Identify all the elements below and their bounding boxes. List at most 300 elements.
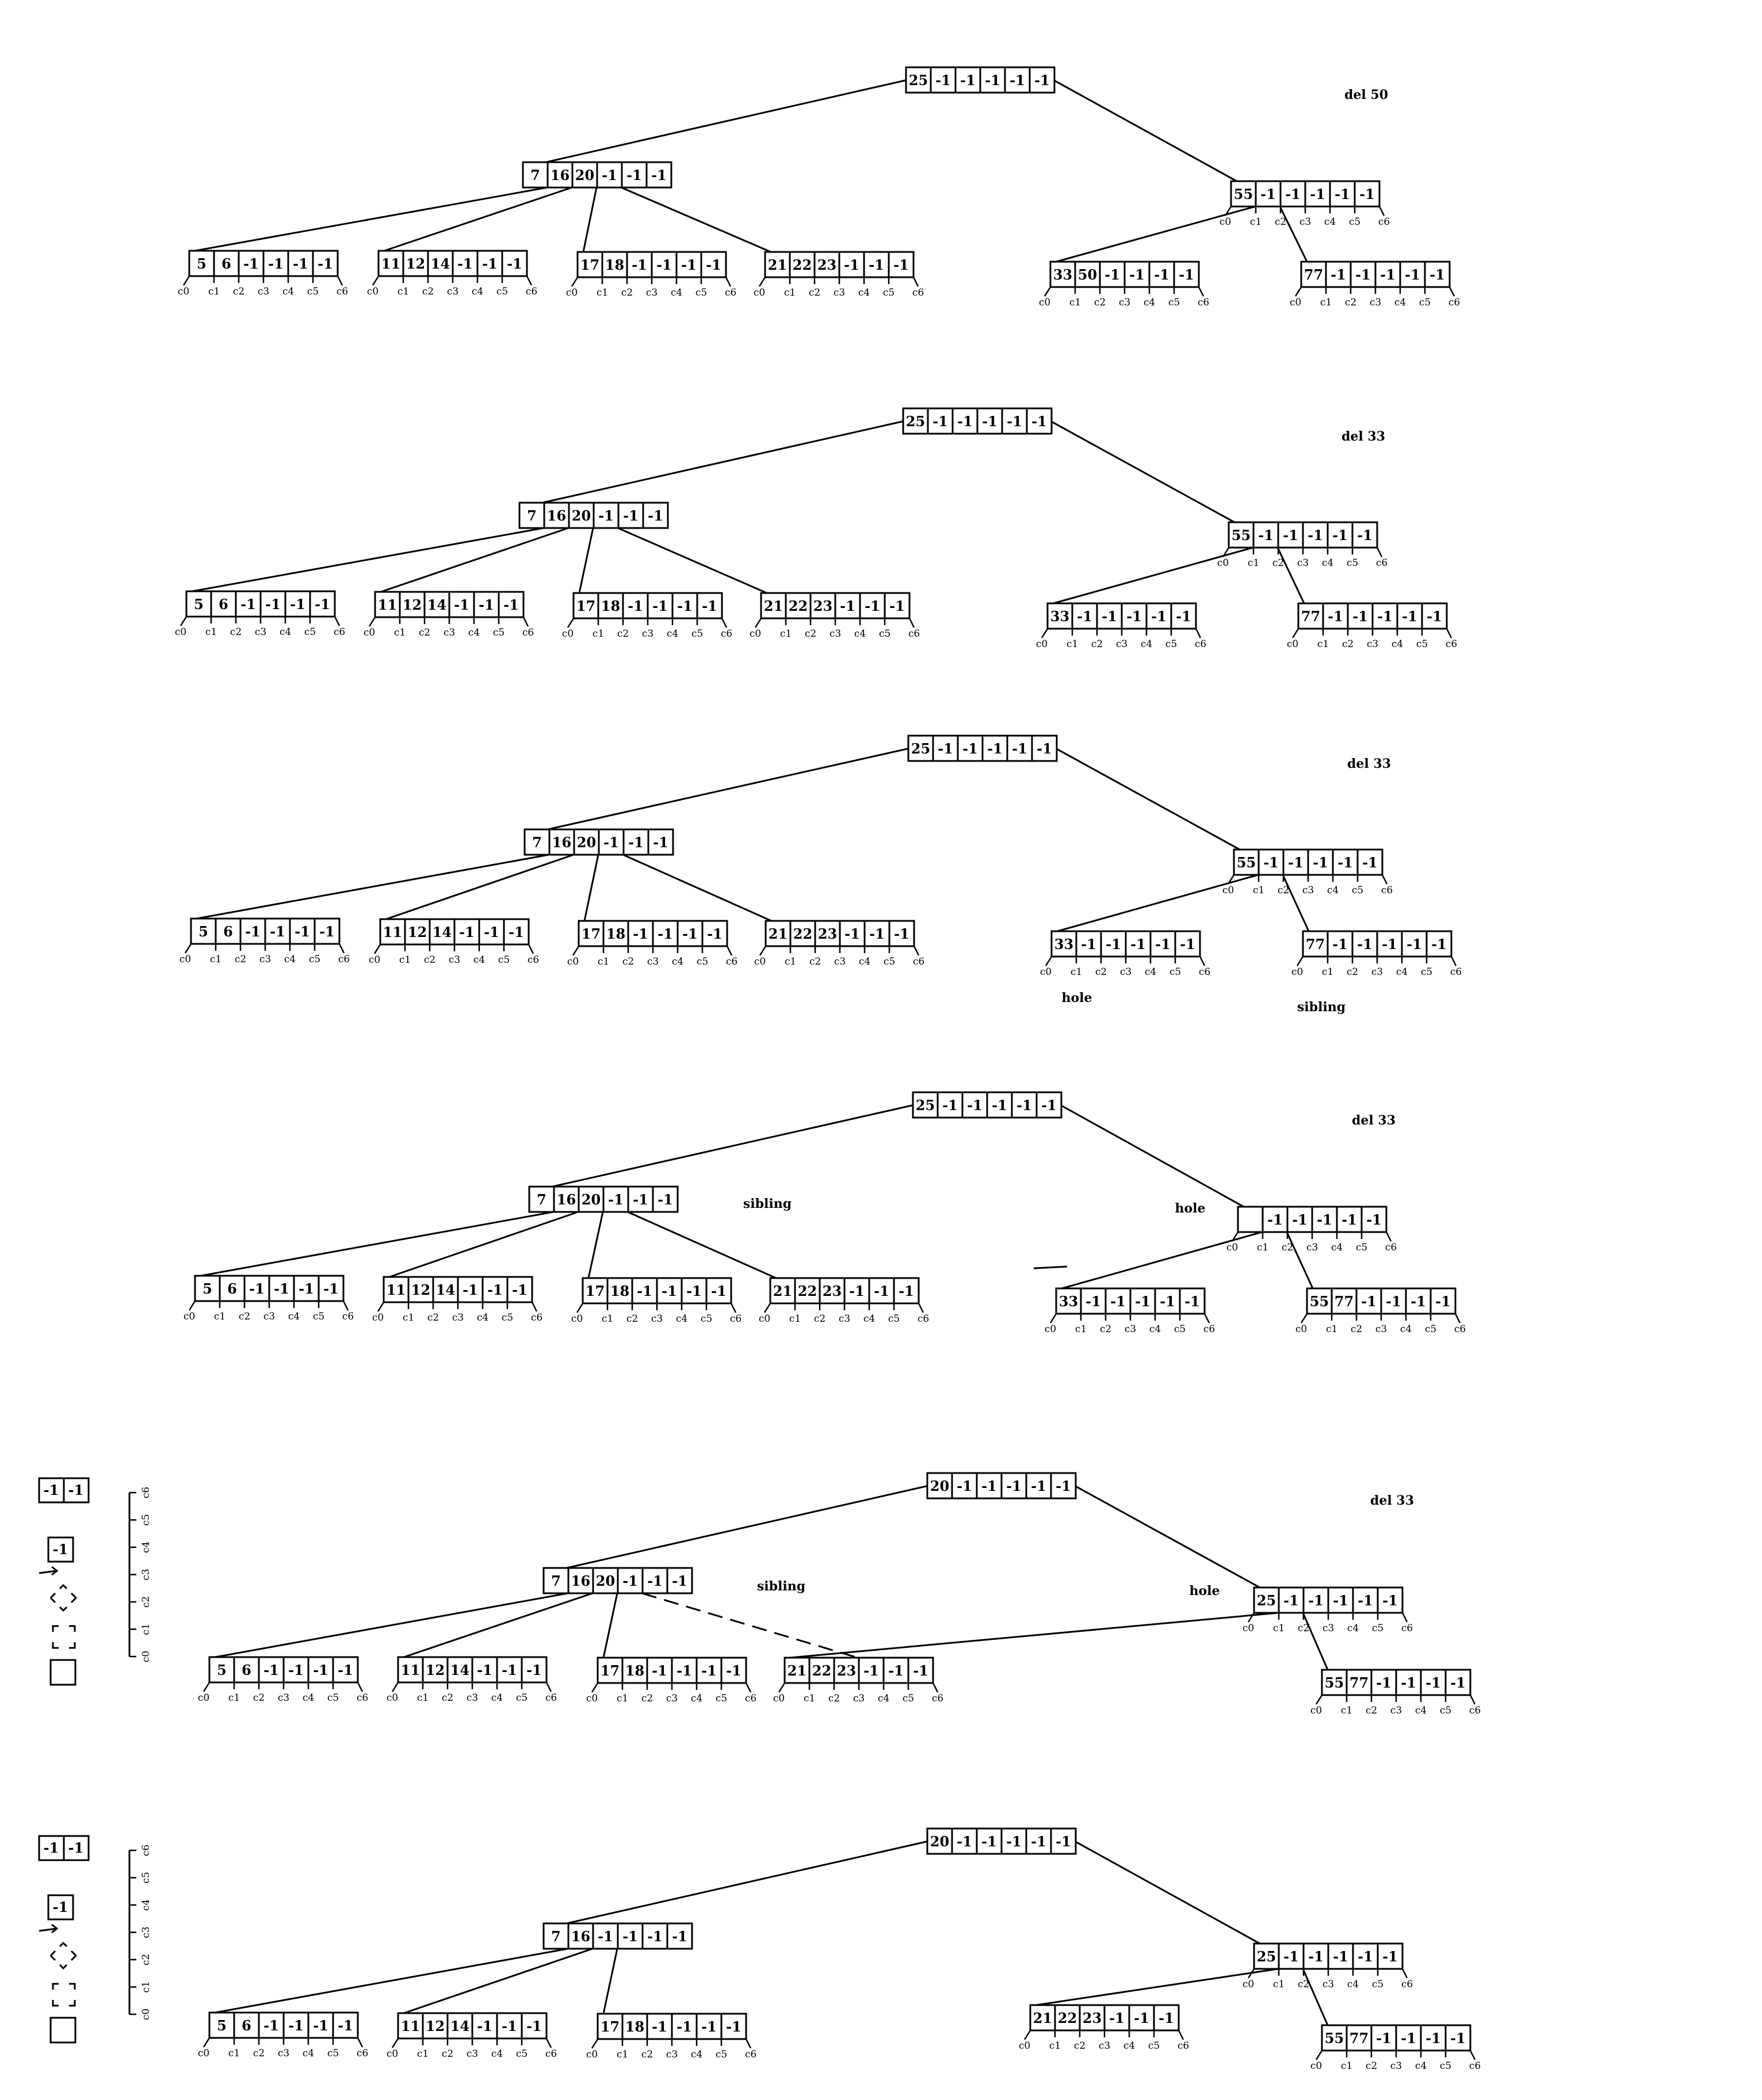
key-value: -1: [1435, 1293, 1451, 1310]
child-label: c4: [1415, 1705, 1427, 1716]
child-pointers: [198, 2038, 368, 2059]
tree-edge: [404, 1949, 593, 2013]
key-value: 16: [546, 507, 567, 524]
node-l4: [759, 1278, 929, 1325]
child-label: c2: [441, 1692, 454, 1704]
child-label: c1: [1340, 1705, 1353, 1716]
child-pointers: [1045, 1314, 1215, 1335]
key-value: -1: [1411, 1293, 1426, 1310]
panel-2: [175, 408, 1457, 650]
key-value: -1: [677, 598, 693, 614]
child-label: c4: [1331, 1242, 1343, 1253]
pointer-tick: [914, 946, 919, 955]
key-value: -1: [338, 2017, 353, 2034]
child-label: c5: [882, 287, 895, 299]
child-label: c2: [641, 2049, 653, 2060]
child-label: c6: [744, 1693, 757, 1704]
key-value: -1: [1357, 527, 1373, 544]
pointer-tick: [204, 1682, 209, 1692]
child-label: c0: [183, 1311, 196, 1322]
key-value: 77: [1301, 608, 1321, 625]
child-label: c6: [1203, 1324, 1216, 1335]
child-label: c5: [1420, 966, 1433, 978]
dashed-square-icon: [53, 1984, 75, 2006]
tree-edge: [1278, 548, 1304, 603]
key-value: -1: [893, 257, 909, 273]
child-label: c2: [1274, 216, 1287, 228]
key-value: -1: [628, 834, 644, 851]
child-label: c1: [416, 1692, 429, 1704]
pointer-tick: [1205, 1314, 1209, 1323]
child-label: c6: [1401, 1979, 1413, 1990]
key-value: 11: [386, 1282, 406, 1298]
key-value: 11: [400, 2018, 421, 2034]
key-value: -1: [1180, 936, 1195, 953]
key-value: -1: [1267, 1211, 1283, 1228]
child-label: c1: [789, 1313, 801, 1325]
child-label: c4: [854, 628, 866, 640]
child-label: c2: [1341, 638, 1354, 650]
key-value: -1: [1260, 186, 1276, 202]
key-value: 33: [1050, 608, 1070, 625]
key-value: 14: [430, 255, 450, 272]
key-value: -1: [1006, 1833, 1022, 1850]
key-value: 18: [606, 925, 626, 942]
child-label: c3: [1371, 966, 1383, 978]
child-label: c4: [1396, 966, 1408, 978]
child-label: c5: [1165, 638, 1178, 650]
key-value: -1: [502, 2018, 517, 2034]
key-value: -1: [1333, 1592, 1348, 1609]
strike-mark: [1034, 1267, 1067, 1268]
child-label: c3: [833, 287, 846, 299]
child-label: c6: [1385, 1242, 1397, 1253]
child-label: c6: [525, 286, 538, 297]
key-value: 23: [813, 598, 833, 614]
key-value: 33: [1053, 266, 1073, 283]
child-label: c0: [773, 1693, 785, 1704]
child-label: c2: [622, 956, 635, 967]
node-l1: [184, 1276, 354, 1322]
pointer-tick: [1050, 1314, 1056, 1323]
key-value: -1: [913, 1662, 928, 1679]
key-value: 22: [788, 598, 808, 614]
key-value: -1: [652, 1662, 667, 1679]
key-value: -1: [1382, 1948, 1398, 1965]
key-value: -1: [676, 2018, 692, 2035]
child-label: c5: [696, 956, 709, 967]
key-value: -1: [962, 740, 978, 757]
pointer-tick: [338, 276, 342, 285]
child-label: c0: [177, 286, 190, 297]
key-value: -1: [726, 1662, 742, 1679]
child-pointers: [1310, 1695, 1481, 1716]
tree-edge: [1283, 875, 1309, 931]
child-label: c2: [1365, 1705, 1378, 1716]
pointer-tick: [378, 1302, 384, 1311]
key-value: -1: [1283, 1592, 1299, 1609]
child-pointers: [1290, 287, 1460, 308]
pointer-tick: [572, 277, 578, 286]
tree-edge: [381, 528, 568, 592]
key-value: 17: [581, 925, 601, 942]
pointer-tick: [1402, 1969, 1407, 1978]
child-pointers: [1040, 957, 1210, 978]
key-value: -1: [338, 1662, 353, 1678]
key-value: -1: [503, 596, 519, 613]
child-pointers: [369, 944, 539, 966]
tree-edges: [215, 1841, 1328, 2025]
pointer-tick: [914, 277, 918, 286]
child-label: c1: [1272, 1623, 1285, 1634]
key-value: 55: [1324, 2030, 1344, 2047]
key-value: 18: [625, 2018, 645, 2035]
pointer-tick: [185, 944, 191, 953]
dashed-diamond-icon: [51, 1585, 76, 1611]
child-label: c1: [1075, 1324, 1087, 1335]
key-value: -1: [1034, 72, 1050, 89]
key-value: 12: [402, 596, 422, 613]
key-value: -1: [869, 257, 884, 273]
child-label: c3: [466, 1692, 479, 1704]
child-label: c6: [1194, 638, 1207, 650]
child-label: c6: [931, 1693, 944, 1704]
key-value: -1: [484, 924, 499, 940]
panel-4: [184, 1092, 1466, 1335]
tree-edge: [192, 528, 544, 591]
key-value: -1: [628, 598, 643, 614]
key-value: -1: [1031, 1833, 1046, 1850]
child-label: c0: [571, 1313, 583, 1325]
key-value: -1: [992, 1097, 1007, 1114]
child-label: c3: [666, 2049, 678, 2060]
child-label: c6: [336, 286, 349, 297]
key-value: -1: [1402, 608, 1417, 625]
tree-edge: [603, 1949, 617, 2014]
child-pointers: [750, 618, 920, 640]
key-value: -1: [318, 255, 333, 272]
tree-edges: [192, 421, 1304, 603]
ruler-label: c1: [140, 1623, 152, 1635]
key-value: 18: [601, 598, 621, 614]
child-label: c2: [1095, 966, 1107, 978]
key-value: -1: [608, 1191, 624, 1208]
child-label: c4: [302, 2048, 315, 2059]
child-label: c2: [1091, 638, 1103, 650]
key-value: -1: [1333, 1948, 1348, 1965]
tree-edge: [1053, 80, 1237, 181]
key-value: 25: [1256, 1948, 1276, 1965]
key-value: 23: [1082, 2010, 1102, 2026]
key-value: -1: [288, 2017, 304, 2034]
key-value: -1: [1110, 1293, 1126, 1310]
key-value: -1: [967, 1097, 983, 1114]
child-label: c4: [690, 2049, 703, 2060]
key-value: -1: [626, 167, 642, 183]
node-l4: [1019, 2005, 1189, 2052]
child-label: c2: [234, 954, 247, 965]
tree-edge: [1303, 1969, 1328, 2025]
child-label: c0: [1035, 638, 1048, 650]
child-label: c3: [1297, 557, 1309, 569]
key-value: 20: [595, 1573, 616, 1589]
key-value: -1: [1081, 936, 1096, 953]
key-value: 22: [797, 1283, 817, 1299]
child-label: c0: [586, 2049, 598, 2060]
key-value: -1: [1283, 527, 1298, 544]
child-label: c5: [312, 1311, 325, 1322]
key-value: 21: [1033, 2010, 1053, 2026]
key-value: 23: [817, 925, 838, 942]
tree-edge: [389, 1212, 578, 1277]
child-pointers: [175, 617, 345, 638]
node-l6: [1290, 262, 1460, 308]
pointer-tick: [1316, 2051, 1322, 2060]
child-label: c1: [205, 626, 217, 638]
tree-edge: [618, 528, 767, 593]
operation-label: del 33: [1370, 1493, 1415, 1508]
key-value: 33: [1054, 936, 1074, 953]
child-label: c0: [749, 628, 762, 640]
child-label: c1: [1340, 2060, 1353, 2072]
child-label: c1: [803, 1693, 816, 1704]
node-l3: [566, 252, 736, 299]
node-l3: [586, 2014, 756, 2060]
key-value: 6: [242, 1662, 251, 1678]
sibling-label: sibling: [743, 1196, 792, 1211]
child-label: c5: [1371, 1979, 1384, 1990]
child-label: c5: [498, 954, 510, 966]
child-pointers: [567, 946, 737, 967]
child-label: c6: [522, 627, 534, 638]
tree-edge: [1303, 1613, 1328, 1670]
tree-edge: [215, 1593, 568, 1657]
key-value: -1: [1355, 266, 1371, 283]
key-value: 5: [194, 596, 204, 613]
ruler-label: c3: [140, 1569, 152, 1581]
key-value: -1: [274, 1280, 289, 1297]
child-label: c0: [174, 626, 187, 638]
child-label: c1: [1317, 638, 1329, 650]
child-label: c2: [427, 1312, 439, 1324]
key-value: -1: [981, 1478, 997, 1494]
tree-edge: [552, 1105, 914, 1187]
dashed-square-icon: [53, 1626, 75, 1648]
key-value: -1: [477, 2018, 492, 2034]
key-value: -1: [526, 1662, 542, 1678]
child-label: c5: [307, 286, 319, 297]
key-value: -1: [313, 2017, 328, 2034]
pointer-tick: [577, 1303, 583, 1313]
key-value: 7: [551, 1928, 561, 1945]
child-pointers: [754, 946, 924, 967]
key-value: -1: [1386, 1293, 1401, 1310]
child-label: c0: [386, 2048, 399, 2060]
child-label: c5: [1168, 297, 1180, 308]
key-value: -1: [1377, 608, 1393, 625]
child-label: c3: [647, 956, 659, 967]
child-label: c6: [724, 287, 737, 299]
ruler-label: c6: [140, 1844, 152, 1857]
key-value: -1: [623, 507, 639, 524]
child-label: c6: [527, 954, 540, 966]
key-value: -1: [268, 255, 284, 272]
key-value: 5: [217, 1662, 227, 1678]
key-value: 12: [407, 924, 427, 940]
key-value: -1: [1450, 2030, 1466, 2047]
child-label: c1: [416, 2048, 429, 2060]
child-label: c6: [356, 2048, 369, 2059]
key-value: -1: [1041, 1097, 1057, 1114]
hole-label: hole: [1175, 1201, 1206, 1216]
child-label: c1: [1049, 2040, 1061, 2052]
key-value: 20: [575, 167, 595, 183]
child-label: c1: [397, 286, 410, 297]
child-label: c6: [545, 1692, 557, 1704]
child-label: c1: [209, 954, 222, 965]
child-label: c6: [333, 626, 346, 638]
node-L: [544, 1923, 692, 1949]
child-label: c0: [179, 954, 192, 965]
key-value: -1: [477, 1662, 492, 1678]
key-value: 23: [817, 257, 837, 273]
child-label: c3: [452, 1312, 464, 1324]
pointer-tick: [1447, 629, 1451, 638]
key-value: -1: [1263, 854, 1279, 871]
node-root: [927, 1473, 1076, 1498]
key-value: 14: [432, 924, 452, 940]
operation-label: del 33: [1347, 756, 1392, 771]
pointer-tick: [1377, 548, 1382, 557]
child-label: c0: [1286, 638, 1299, 650]
key-value: -1: [633, 925, 648, 942]
key-value: -1: [957, 1478, 972, 1494]
child-label: c4: [670, 287, 683, 299]
node-root: [927, 1829, 1076, 1854]
ruler-label: c5: [140, 1872, 152, 1884]
pointer-tick: [1450, 287, 1454, 296]
child-label: c4: [491, 1692, 503, 1704]
key-value: -1: [1308, 1948, 1324, 1965]
child-label: c4: [1149, 1324, 1161, 1335]
child-pointers: [759, 1303, 929, 1325]
key-value: -1: [707, 925, 723, 942]
child-label: c5: [1174, 1324, 1186, 1335]
child-label: c5: [492, 627, 505, 638]
key-value: -1: [1382, 1592, 1398, 1609]
child-label: c5: [304, 626, 316, 638]
child-label: c2: [621, 287, 633, 299]
child-label: c3: [1124, 1324, 1137, 1335]
child-label: c2: [809, 956, 821, 967]
child-pointers: [586, 1683, 756, 1704]
pointer-tick: [529, 944, 533, 954]
key-value: -1: [849, 1283, 865, 1299]
key-value: 12: [425, 2018, 445, 2034]
child-label: c1: [1256, 1242, 1269, 1253]
key-value: -1: [1106, 936, 1121, 953]
child-label: c5: [1416, 638, 1428, 650]
key-value: -1: [651, 167, 667, 183]
child-label: c4: [476, 1312, 489, 1324]
child-label: c6: [720, 628, 733, 640]
key-value: -1: [482, 255, 498, 272]
key-value: -1: [702, 598, 717, 614]
key-value: -1: [711, 1283, 727, 1299]
child-label: c4: [863, 1313, 876, 1325]
key-value: -1: [874, 1283, 889, 1299]
child-label: c4: [1321, 557, 1334, 569]
child-label: c5: [327, 1692, 339, 1704]
node-l2: [387, 2013, 557, 2060]
child-label: c2: [1350, 1324, 1363, 1335]
tree-edge: [628, 1212, 776, 1278]
tree-edge: [623, 855, 771, 921]
legend-single-value: -1: [52, 1541, 68, 1558]
hole-label: hole: [1061, 990, 1092, 1005]
child-label: c4: [1143, 297, 1156, 308]
node-root: [903, 408, 1052, 434]
child-label: c4: [1144, 966, 1157, 978]
tree-edge: [583, 188, 597, 252]
key-value: -1: [1332, 527, 1348, 544]
panel-5: [198, 1473, 1481, 1716]
child-label: c1: [208, 286, 220, 297]
key-value: -1: [1341, 1211, 1357, 1228]
key-value: -1: [598, 507, 614, 524]
child-label: c6: [908, 628, 920, 640]
key-value: -1: [656, 257, 672, 273]
panel-1: [178, 67, 1460, 308]
key-value: 7: [551, 1573, 561, 1589]
child-label: c2: [617, 628, 629, 640]
key-value: -1: [263, 2017, 279, 2034]
key-value: 20: [571, 507, 591, 524]
child-label: c4: [675, 1313, 688, 1325]
key-value: 17: [600, 2018, 620, 2035]
child-label: c1: [1320, 297, 1332, 308]
pointer-tick: [1382, 875, 1387, 884]
key-value: 6: [221, 255, 231, 272]
node-L: [525, 829, 673, 855]
key-value: 16: [571, 1573, 591, 1589]
pointer-tick: [592, 1683, 598, 1692]
key-value: 20: [576, 834, 597, 851]
child-label: c6: [1445, 638, 1458, 650]
child-label: c4: [1324, 216, 1336, 228]
child-pointers: [198, 1682, 368, 1704]
pointer-tick: [1316, 1695, 1322, 1704]
key-value: -1: [502, 1662, 517, 1678]
key-value: -1: [479, 596, 494, 613]
key-value: -1: [315, 596, 330, 613]
child-label: c1: [616, 1693, 629, 1704]
key-value: -1: [1016, 1097, 1032, 1114]
key-value: 7: [532, 834, 542, 851]
key-value: 17: [585, 1283, 605, 1299]
key-value: 6: [242, 2017, 251, 2034]
node-l3: [586, 1658, 756, 1704]
key-value: -1: [1359, 186, 1375, 202]
child-label: c6: [1198, 966, 1211, 978]
key-value: 16: [571, 1928, 591, 1945]
child-label: c0: [366, 286, 379, 297]
key-value: -1: [1450, 1674, 1466, 1691]
child-pointers: [1291, 957, 1462, 978]
pointer-tick: [1248, 1613, 1254, 1622]
node-l2: [364, 592, 534, 638]
child-label: c6: [1448, 297, 1461, 308]
